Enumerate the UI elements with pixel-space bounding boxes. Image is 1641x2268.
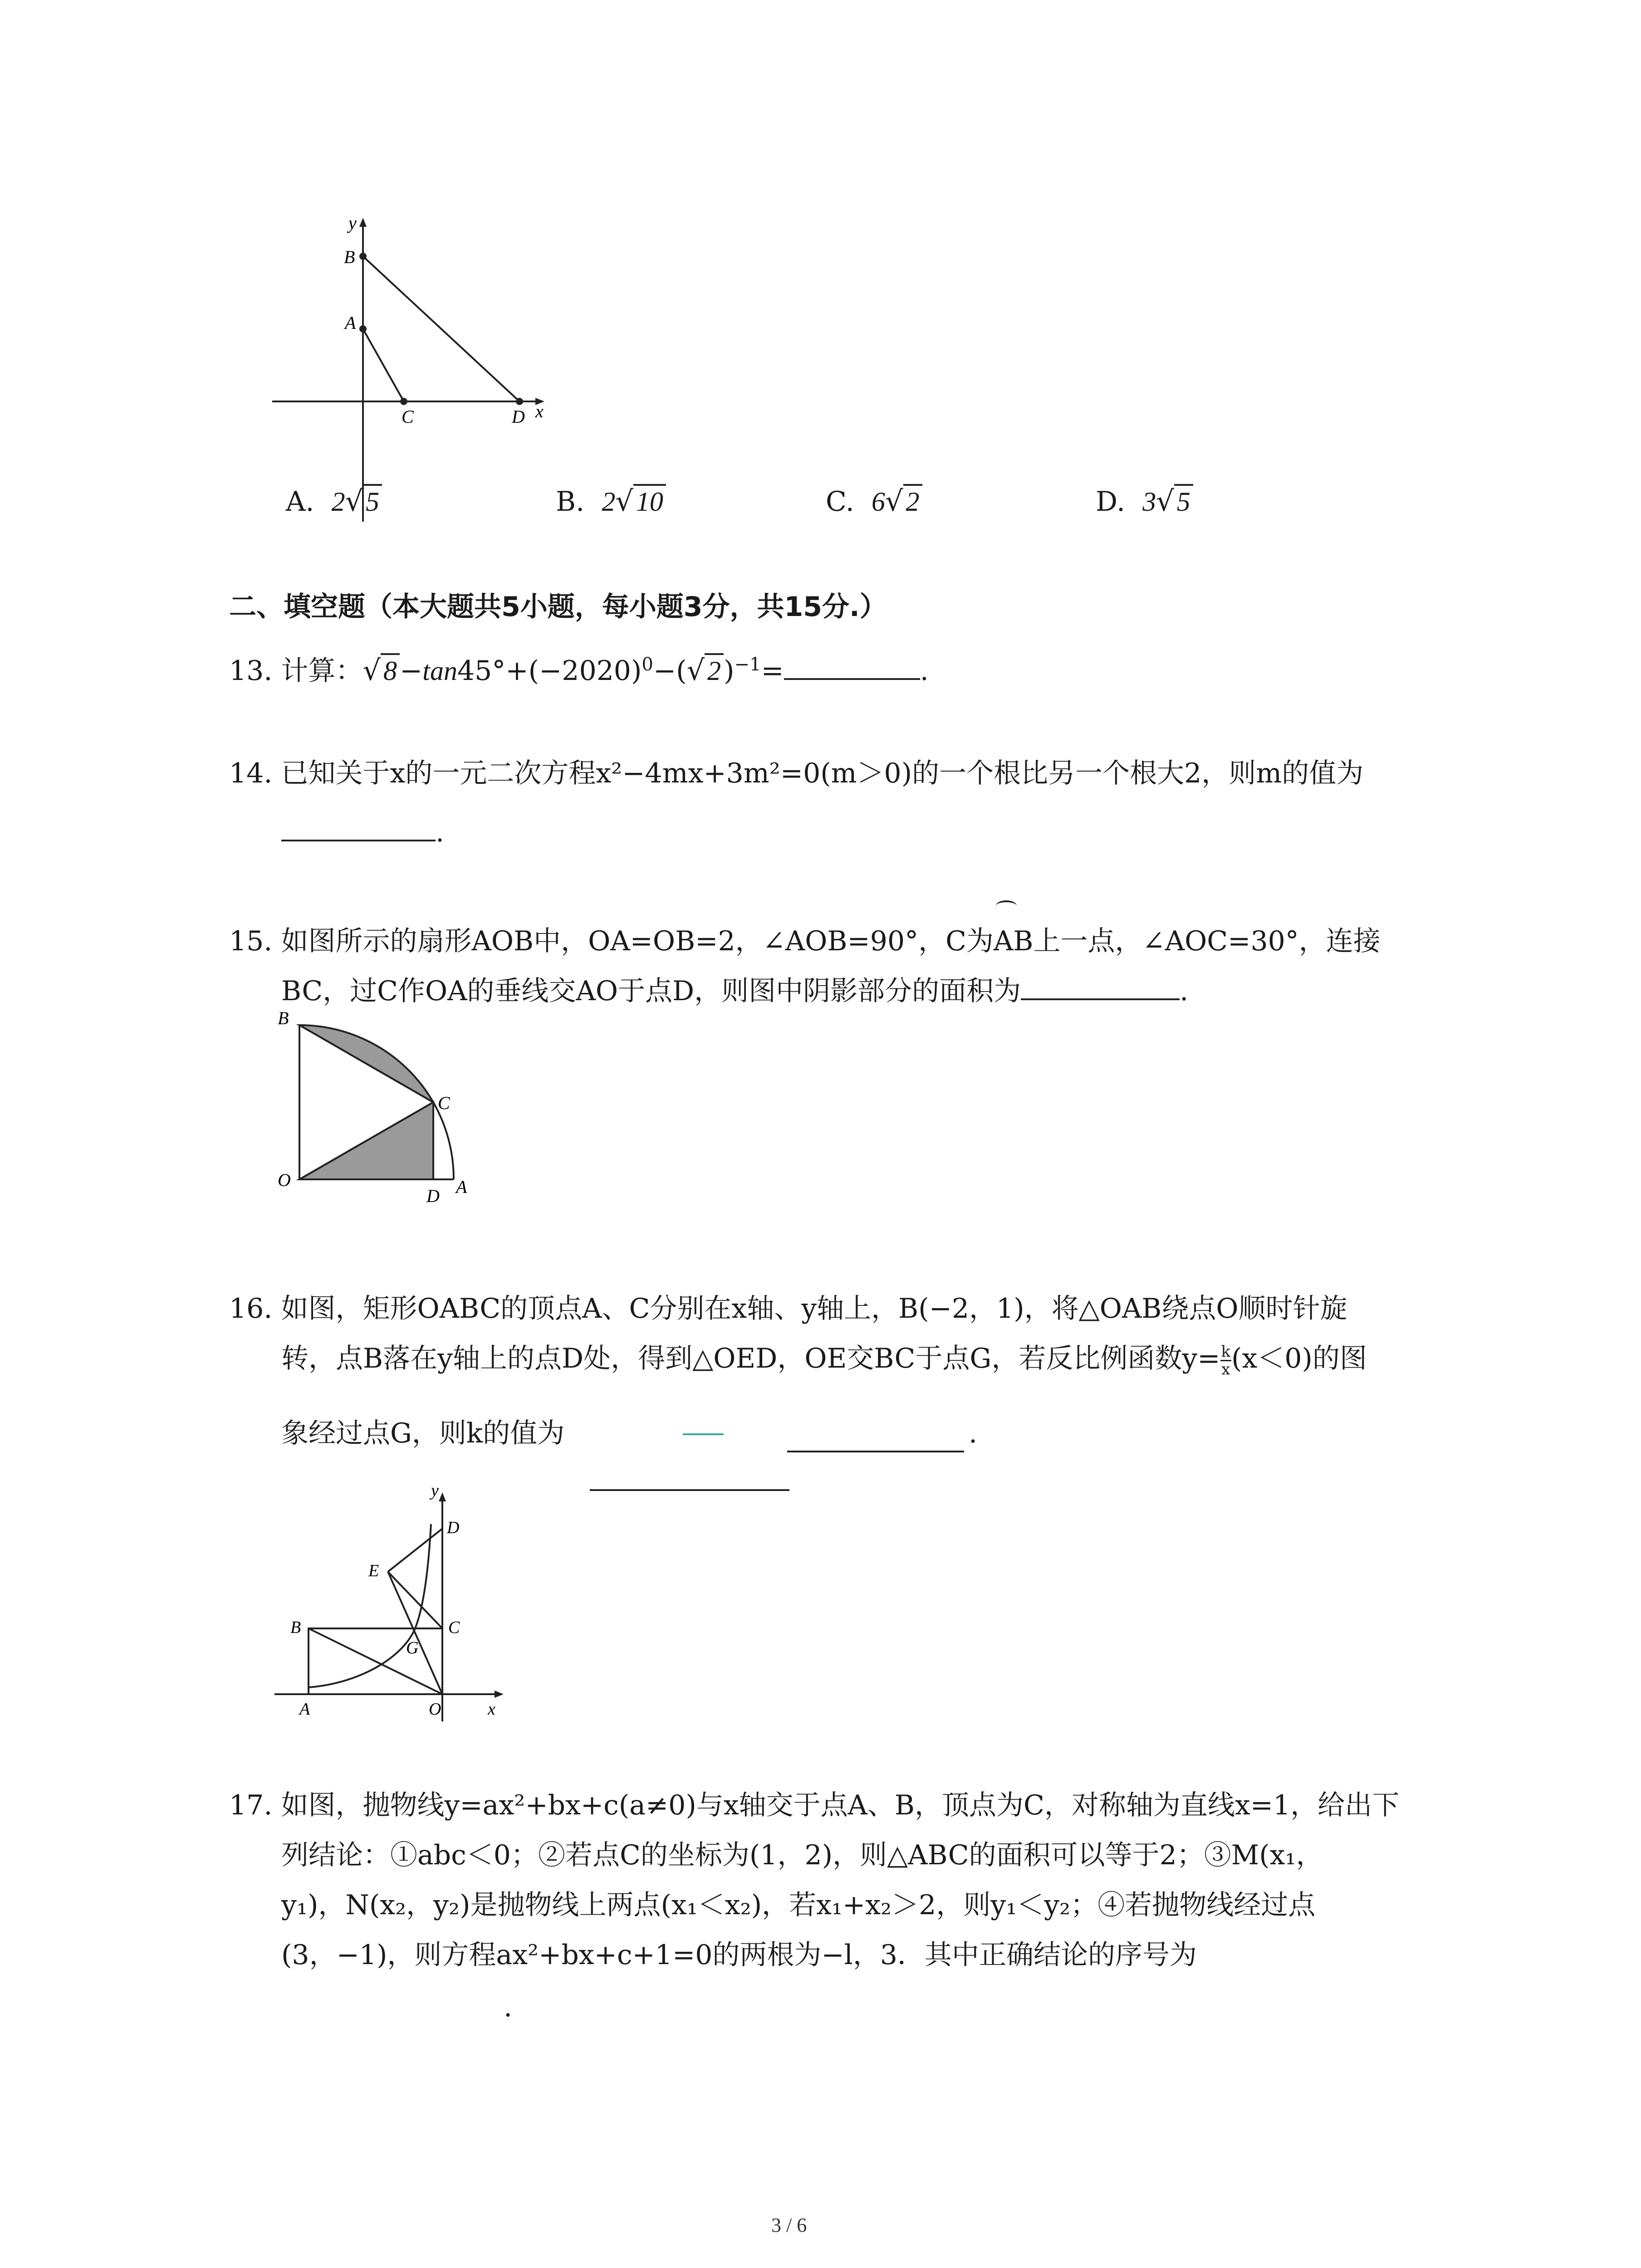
q15-line1: 15. 如图所示的扇形AOB中，OA=OB=2，∠AOB=90°，C为AB上一点，∠AOC=30°，连接 — [229, 925, 1381, 957]
q17-end: . — [504, 1991, 513, 2023]
q12-label-D: D — [512, 406, 525, 427]
q13-number: 13. — [229, 655, 273, 687]
page-number: 3 / 6 — [771, 2214, 807, 2236]
q12-option-a: A. 2√ 5 — [286, 481, 382, 522]
q15-label-B: B — [278, 1012, 289, 1028]
q12-option-c: C. 6√ 2 — [826, 481, 922, 522]
q17-line1: 17. 如图，抛物线y=ax²+bx+c(a≠0)与x轴交于点A、B，顶点为C，对称轴为直线x=1，给出下 — [229, 1789, 1400, 1821]
q15-figure — [272, 1012, 508, 1229]
q16-label-G: G — [406, 1638, 419, 1657]
q12-label-A: A — [345, 313, 356, 333]
q12-option-d: D. 3√ 5 — [1096, 481, 1193, 522]
q14-text: 已知关于x的一元二次方程x²−4mx+3m²=0(m＞0)的一个根比另一个根大2，则m的值为 — [281, 758, 1364, 789]
q17-line2: 列结论：①abc＜0；②若点C的坐标为(1，2)，则△ABC的面积可以等于2；③M(x₁， — [281, 1839, 1323, 1871]
q15-number: 15. — [229, 925, 273, 957]
q16-label-C: C — [448, 1618, 460, 1637]
q12-label-B: B — [344, 247, 355, 267]
q12-label-C: C — [402, 406, 414, 427]
q16-label-y: y — [431, 1483, 439, 1500]
q14-answer-blank — [281, 835, 436, 841]
q17-line3: y₁)，N(x₂，y₂)是抛物线上两点(x₁＜x₂)，若x₁+x₂＞2，则y₁＜y₂；④若抛物线经过点 — [281, 1889, 1316, 1921]
q15-line2: BC，过C作OA的垂线交AO于点D，则图中阴影部分的面积为 . — [281, 975, 1189, 1007]
teal-dash — [683, 1433, 724, 1435]
q16-fraction: $\frac{k}{x}$ — [1221, 1342, 1231, 1378]
q16-end: . — [969, 1418, 978, 1449]
q12-label-y: y — [348, 213, 357, 233]
q16-label-B: B — [290, 1618, 301, 1637]
q15-answer-blank — [1021, 994, 1180, 1000]
q15-label-A: A — [456, 1177, 467, 1197]
section-heading: 二、填空题（本大题共5小题，每小题3分，共15分.） — [229, 591, 887, 623]
q15-arc-mark — [996, 900, 1017, 911]
q16-label-O: O — [429, 1700, 441, 1719]
q16-extra-line — [590, 1489, 789, 1491]
q16-label-x: x — [488, 1700, 495, 1719]
q14-answer-line: . — [281, 812, 444, 853]
q12-figure — [272, 213, 563, 522]
q16-answer-blank — [787, 1451, 964, 1452]
q16-line1: 16. 如图，矩形OABC的顶点A、C分别在x轴、y轴上，B(−2，1)，将△OAB绕点O顺时针旋 — [229, 1293, 1347, 1325]
q13-answer-blank — [784, 674, 920, 680]
q15-label-O: O — [278, 1170, 291, 1190]
q17-number: 17. — [229, 1789, 273, 1821]
q14 — [229, 753, 1363, 794]
q15-label-D: D — [426, 1186, 440, 1206]
q16-line3: 象经过点G，则k的值为 — [281, 1418, 565, 1449]
q16-line2: 转，点B落在y轴上的点D处，得到△OED，OE交BC于点G，若反比例函数y= $\frac{k}{x}$ (x＜0)的图 — [281, 1342, 1367, 1378]
q12-label-x: x — [535, 401, 544, 421]
q13: 13. 计算：√ $8 -\tan 45^\circ+(-2020)^0-(√$ 2 )$^{-1}$= . — [229, 654, 929, 687]
q16-label-A: A — [299, 1700, 310, 1719]
q14-number: 14. — [229, 758, 273, 789]
q15-label-C: C — [438, 1093, 450, 1113]
q16-figure — [272, 1483, 526, 1728]
q16-label-E: E — [368, 1561, 379, 1580]
q12-option-b: B. 2√ 10 — [556, 481, 666, 522]
q16-number: 16. — [229, 1293, 273, 1325]
q17-line4: (3，−1)，则方程ax²+bx+c+1=0的两根为−l，3．其中正确结论的序号为 — [281, 1939, 1197, 1971]
q16-label-D: D — [447, 1518, 460, 1537]
